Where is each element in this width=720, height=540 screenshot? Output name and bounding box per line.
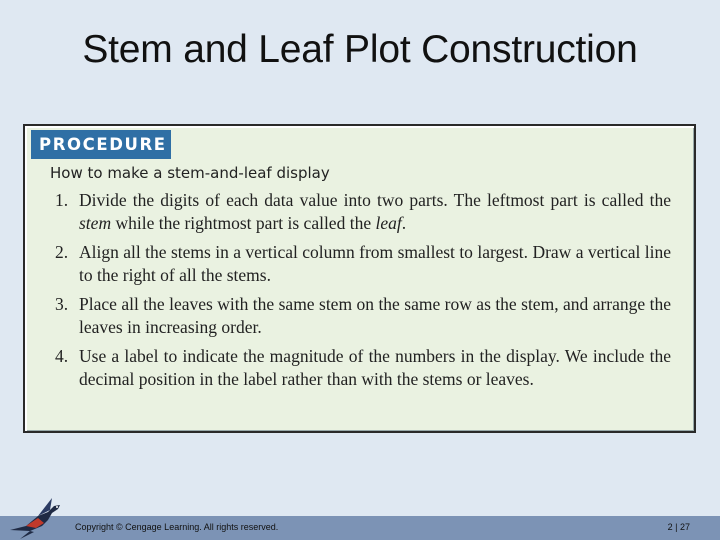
step-number: 3. — [55, 294, 69, 314]
step-number: 4. — [55, 346, 69, 366]
step-number: 2. — [55, 242, 69, 262]
step-term-leaf: leaf — [375, 213, 402, 233]
procedure-step-1 — [51, 189, 671, 235]
procedure-header: PROCEDURE — [31, 130, 171, 159]
copyright-text: Copyright © Cengage Learning. All rights reserved. — [75, 522, 279, 532]
procedure-box — [23, 124, 696, 433]
bird-logo-icon — [8, 496, 70, 540]
step-term-stem: stem — [79, 213, 112, 233]
step-text: Use a label to indicate the magnitude of the numbers in the display. We include the decimal position in the label rather than with the stems or leaves. — [79, 346, 671, 389]
page-number: 2 | 27 — [667, 522, 690, 532]
step-text: Align all the stems in a vertical column from smallest to largest. Draw a vertical line to the right of all the stems. — [79, 242, 671, 285]
procedure-step-3 — [51, 293, 671, 339]
procedure-step-2 — [51, 241, 671, 287]
procedure-subtitle: How to make a stem-and-leaf display — [50, 164, 330, 182]
step-text: Divide the digits of each data value into two parts. The leftmost part is called the — [79, 190, 671, 210]
procedure-steps — [51, 189, 671, 397]
step-text: while the rightmost part is called the — [111, 213, 376, 233]
step-number: 1. — [55, 190, 69, 210]
slide-title: Stem and Leaf Plot Construction — [82, 28, 638, 71]
procedure-step-4 — [51, 345, 671, 391]
step-text: . — [401, 213, 407, 233]
step-text: Place all the leaves with the same stem on the same row as the stem, and arrange the leaves in increasing order. — [79, 294, 671, 337]
